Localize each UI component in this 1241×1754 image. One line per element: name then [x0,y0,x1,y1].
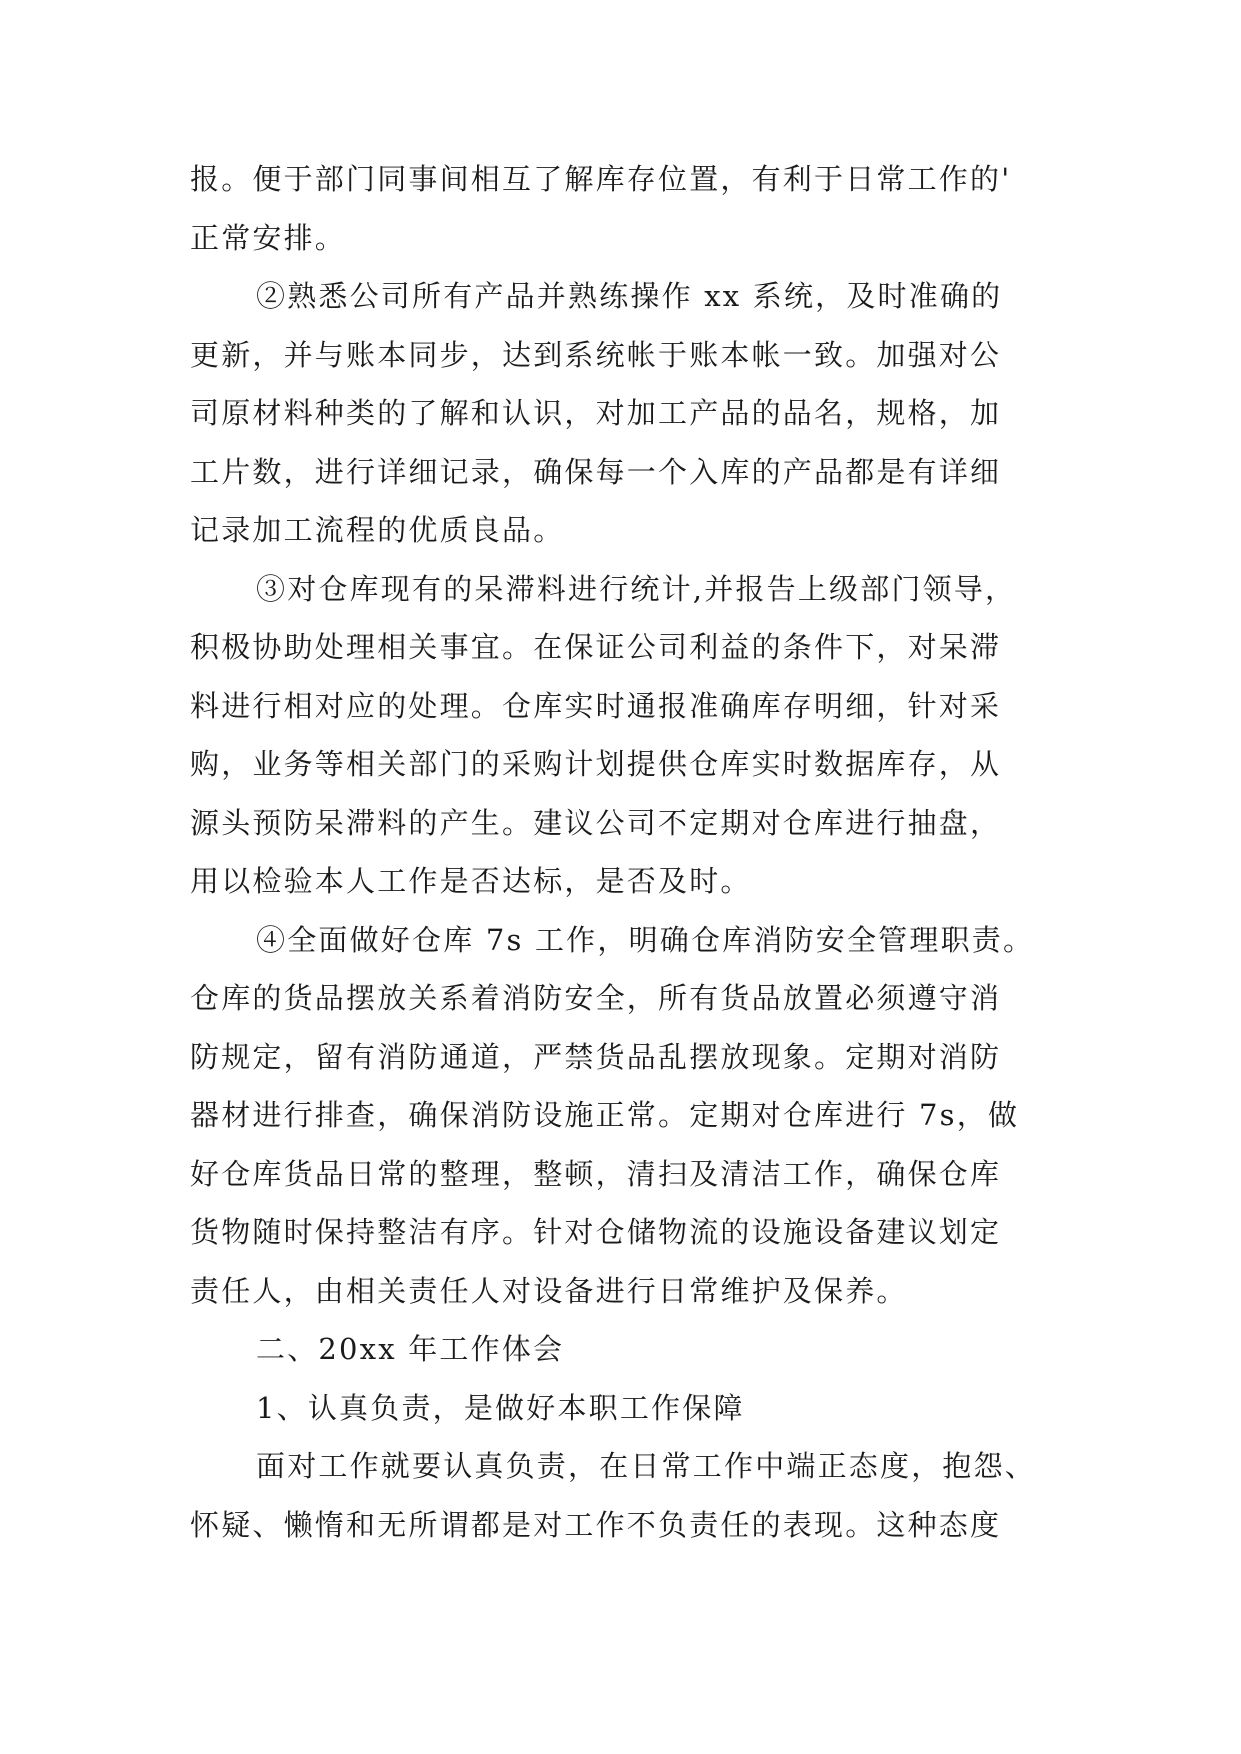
text-line: 源头预防呆滞料的产生。建议公司不定期对仓库进行抽盘， [190,805,1002,840]
text-line: 好仓库货品日常的整理，整顿，清扫及清洁工作，确保仓库 [190,1156,1002,1191]
text-line: 报。便于部门同事间相互了解库存位置，有利于日常工作的' [190,162,1012,196]
text-line: 料进行相对应的处理。仓库实时通报准确库存明细，针对采 [190,688,1002,723]
text-line: 记录加工流程的优质良品。 [190,513,565,547]
text-line: 工片数，进行详细记录，确保每一个入库的产品都是有详细 [190,454,1002,489]
section-heading: 二、20xx 年工作体会 [256,1332,565,1366]
text-line: 更新，并与账本同步，达到系统帐于账本帐一致。加强对公 [190,337,1002,372]
text-line: 仓库的货品摆放关系着消防安全，所有货品放置必须遵守消 [190,981,1002,1015]
text-line: 购，业务等相关部门的采购计划提供仓库实时数据库存，从 [190,747,1002,781]
text-line: ②熟悉公司所有产品并熟练操作 xx 系统，及时准确的 [256,279,1003,313]
text-line: 责任人，由相关责任人对设备进行日常维护及保养。 [190,1273,908,1308]
text-line: ④全面做好仓库 7s 工作，明确仓库消防安全管理职责。 [256,922,1035,957]
text-line: ③对仓库现有的呆滞料进行统计,并报告上级部门领导， [256,571,1017,606]
text-line: 货物随时保持整洁有序。针对仓储物流的设施设备建议划定 [190,1215,1002,1249]
text-line: 怀疑、懒惰和无所谓都是对工作不负责任的表现。这种态度 [190,1507,1002,1542]
text-line: 器材进行排查，确保消防设施正常。定期对仓库进行 7s，做 [190,1098,1020,1132]
text-line: 积极协助处理相关事宜。在保证公司利益的条件下，对呆滞 [190,630,1002,664]
text-line: 用以检验本人工作是否达标，是否及时。 [190,864,752,898]
text-line: 防规定，留有消防通道，严禁货品乱摆放现象。定期对消防 [190,1039,1002,1074]
text-line: 面对工作就要认真负责，在日常工作中端正态度，抱怨、 [256,1449,1037,1483]
text-line: 正常安排。 [190,220,347,255]
text-line: 司原材料种类的了解和认识，对加工产品的品名，规格，加 [190,396,1002,430]
document-body [190,150,1070,1554]
subsection-heading: 1、认真负责，是做好本职工作保障 [256,1390,745,1425]
